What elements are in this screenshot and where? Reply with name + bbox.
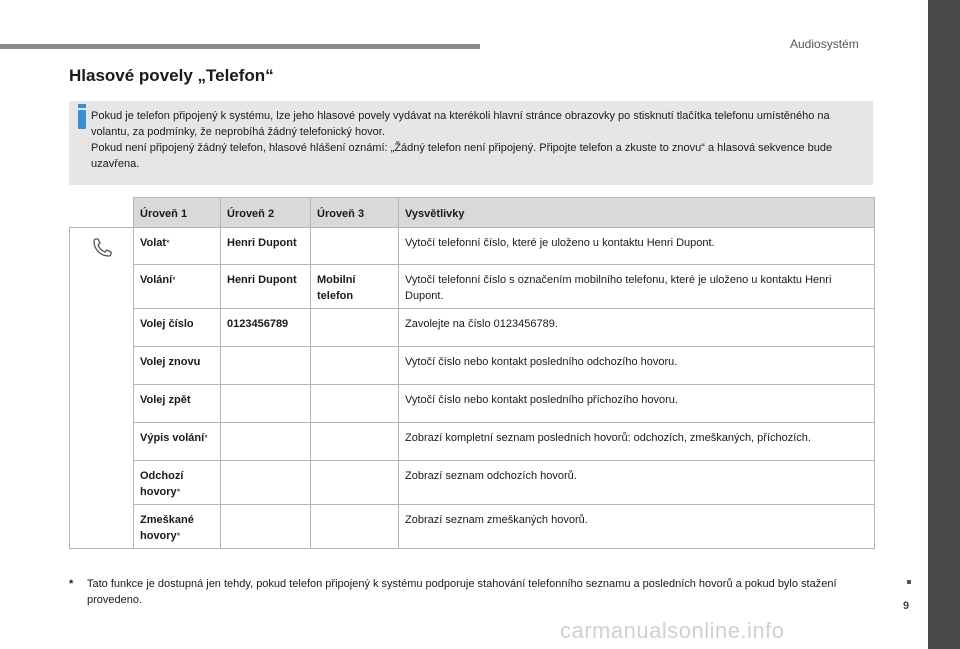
level-2-cell: Henri Dupont	[221, 265, 311, 309]
level-1-cell	[134, 461, 221, 505]
table-row	[70, 309, 875, 347]
level-1-label: Volej znovu	[140, 356, 201, 368]
header-explanation: Vysvětlivky	[399, 198, 875, 228]
level-1-label: Zmeškané hovory	[140, 514, 194, 542]
level-1-cell	[134, 423, 221, 461]
level-1-label: Volej číslo	[140, 318, 194, 330]
phone-handset-icon	[90, 236, 114, 260]
explanation-cell: Zobrazí seznam odchozích hovorů.	[399, 461, 875, 505]
info-paragraph-1: Pokud je telefon připojený k systému, lze jeho hlasové povely vydávat na kterékoli hlavní stránce obrazovky po stisknutí tlačítka telefonu umístěného na volantu, za podmínky, že neprobíhá žádný telefonický hovor.	[91, 110, 830, 138]
level-1-cell	[134, 309, 221, 347]
level-1-label: Volej zpět	[140, 394, 191, 406]
table-row	[70, 385, 875, 423]
footnote-star: *	[176, 531, 181, 541]
header-rule	[0, 44, 480, 49]
level-1-cell	[134, 228, 221, 265]
table-row	[70, 228, 875, 265]
explanation-cell: Zobrazí kompletní seznam posledních hovorů: odchozích, zmeškaných, příchozích.	[399, 423, 875, 461]
voice-commands-table	[69, 197, 875, 549]
level-1-cell	[134, 385, 221, 423]
table-row	[70, 461, 875, 505]
level-2-cell	[221, 347, 311, 385]
level-3-cell	[311, 505, 399, 549]
phone-icon-cell	[70, 228, 134, 549]
side-strip	[928, 0, 960, 649]
explanation-cell: Vytočí číslo nebo kontakt posledního odchozího hovoru.	[399, 347, 875, 385]
level-2-cell	[221, 423, 311, 461]
level-3-cell	[311, 461, 399, 505]
table-row	[70, 423, 875, 461]
info-box	[69, 101, 873, 185]
level-3-cell: Mobilní telefon	[311, 265, 399, 309]
level-3-cell	[311, 228, 399, 265]
level-1-label: Odchozí hovory	[140, 470, 184, 498]
page-number: 9	[903, 600, 910, 612]
level-1-label: Výpis volání	[140, 432, 205, 444]
header-level-1: Úroveň 1	[134, 198, 221, 228]
level-3-cell	[311, 385, 399, 423]
header-level-2: Úroveň 2	[221, 198, 311, 228]
explanation-cell: Zobrazí seznam zmeškaných hovorů.	[399, 505, 875, 549]
footnote-star: *	[204, 433, 208, 443]
level-2-cell	[221, 505, 311, 549]
level-1-label: Volat	[140, 237, 167, 249]
table-header-row	[70, 198, 875, 228]
explanation-cell: Vytočí telefonní číslo, které je uloženo u kontaktu Henri Dupont.	[399, 228, 875, 265]
footnote-star: *	[166, 238, 170, 248]
header-blank	[70, 198, 134, 228]
info-paragraph-2: Pokud není připojený žádný telefon, hlasové hlášení oznámí: „Žádný telefon není připojený. Připojte telefon a zkuste to znovu“ a hlasová sekvence bude uzavřena.	[91, 142, 833, 170]
level-2-cell	[221, 385, 311, 423]
footnote-text: Tato funkce je dostupná jen tehdy, pokud telefon připojený k systému podporuje stahování telefonního seznamu a posledních hovorů a pokud bylo stažení provedeno.	[87, 578, 837, 606]
header-level-3: Úroveň 3	[311, 198, 399, 228]
footnote	[69, 576, 869, 608]
table-row	[70, 505, 875, 549]
info-text	[91, 108, 869, 172]
level-1-label: Volání	[140, 274, 173, 286]
page-marker	[907, 580, 911, 584]
footnote-mark: *	[69, 578, 74, 590]
table-row	[70, 347, 875, 385]
explanation-cell: Zavolejte na číslo 0123456789.	[399, 309, 875, 347]
explanation-cell: Vytočí telefonní číslo s označením mobilního telefonu, které je uloženo u kontaktu Henri Dupont.	[399, 265, 875, 309]
footnote-star: *	[176, 487, 181, 497]
table-row	[70, 265, 875, 309]
info-icon	[78, 110, 86, 129]
page-title: Hlasové povely „Telefon“	[69, 66, 274, 85]
level-3-cell	[311, 347, 399, 385]
level-2-cell	[221, 461, 311, 505]
level-2-cell: 0123456789	[221, 309, 311, 347]
section-label: Audiosystém	[790, 37, 859, 51]
level-1-cell	[134, 265, 221, 309]
footnote-star: *	[172, 275, 176, 285]
level-1-cell	[134, 347, 221, 385]
watermark: carmanualsonline.info	[560, 618, 785, 643]
level-3-cell	[311, 309, 399, 347]
level-1-cell	[134, 505, 221, 549]
level-2-cell: Henri Dupont	[221, 228, 311, 265]
explanation-cell: Vytočí číslo nebo kontakt posledního příchozího hovoru.	[399, 385, 875, 423]
level-3-cell	[311, 423, 399, 461]
